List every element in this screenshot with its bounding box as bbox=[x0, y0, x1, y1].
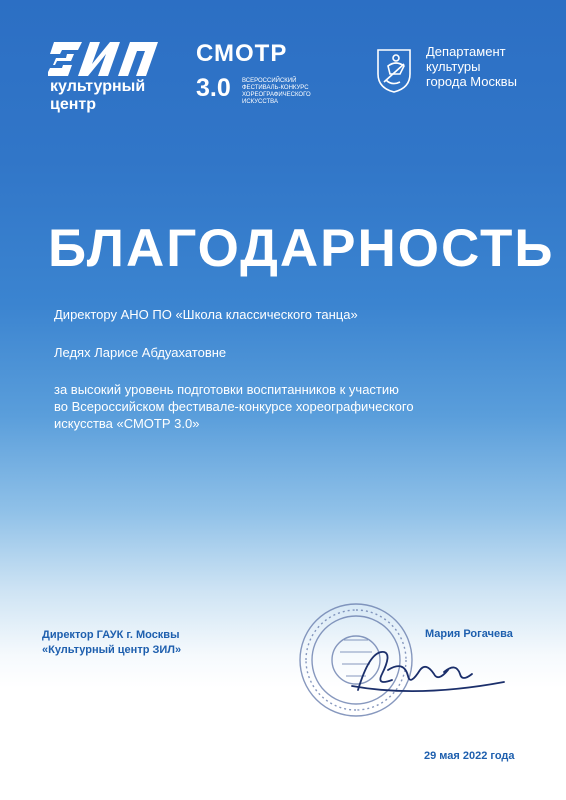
smotr-subtitle-line: ФЕСТИВАЛЬ-КОНКУРС bbox=[242, 85, 309, 91]
smotr-subtitle-line: ИСКУССТВА bbox=[242, 99, 278, 105]
department-line: города Москвы bbox=[426, 74, 517, 89]
smotr-logo-version: 3.0 bbox=[196, 74, 231, 102]
zil-logo-line1: культурный bbox=[50, 78, 146, 95]
award-reason bbox=[54, 381, 414, 432]
smotr-subtitle-line: ХОРЕОГРАФИЧЕСКОГО bbox=[242, 92, 311, 98]
award-reason-line: во Всероссийском фестивале-конкурсе хореографического bbox=[54, 399, 414, 414]
signer-post-line: Директор ГАУК г. Москвы bbox=[42, 629, 180, 641]
moscow-coat-of-arms-icon bbox=[374, 44, 414, 94]
signer-post-line: «Культурный центр ЗИЛ» bbox=[42, 644, 182, 656]
smotr-logo-title: СМОТР bbox=[196, 40, 288, 67]
issue-date: 29 мая 2022 года bbox=[424, 750, 515, 762]
award-reason-line: искусства «СМОТР 3.0» bbox=[54, 416, 200, 431]
recipient-post: Директору АНО ПО «Школа классического танца» bbox=[54, 307, 358, 322]
signer-name: Мария Рогачева bbox=[425, 628, 513, 640]
department-line: Департамент bbox=[426, 44, 506, 59]
smotr-subtitle-line: ВСЕРОССИЙСКИЙ bbox=[242, 78, 297, 84]
smotr-logo-subtitle bbox=[242, 78, 322, 106]
department-line: культуры bbox=[426, 59, 481, 74]
department-name bbox=[426, 44, 517, 89]
award-reason-line: за высокий уровень подготовки воспитанников к участию bbox=[54, 382, 399, 397]
signer-post bbox=[42, 628, 181, 658]
recipient-name: Ледях Ларисе Абдуахатовне bbox=[54, 345, 227, 360]
zil-logo-line2: центр bbox=[50, 96, 97, 113]
handwritten-signature bbox=[348, 640, 508, 702]
zil-logo-mark bbox=[48, 42, 160, 76]
certificate-title: БЛАГОДАРНОСТЬ bbox=[48, 219, 555, 278]
